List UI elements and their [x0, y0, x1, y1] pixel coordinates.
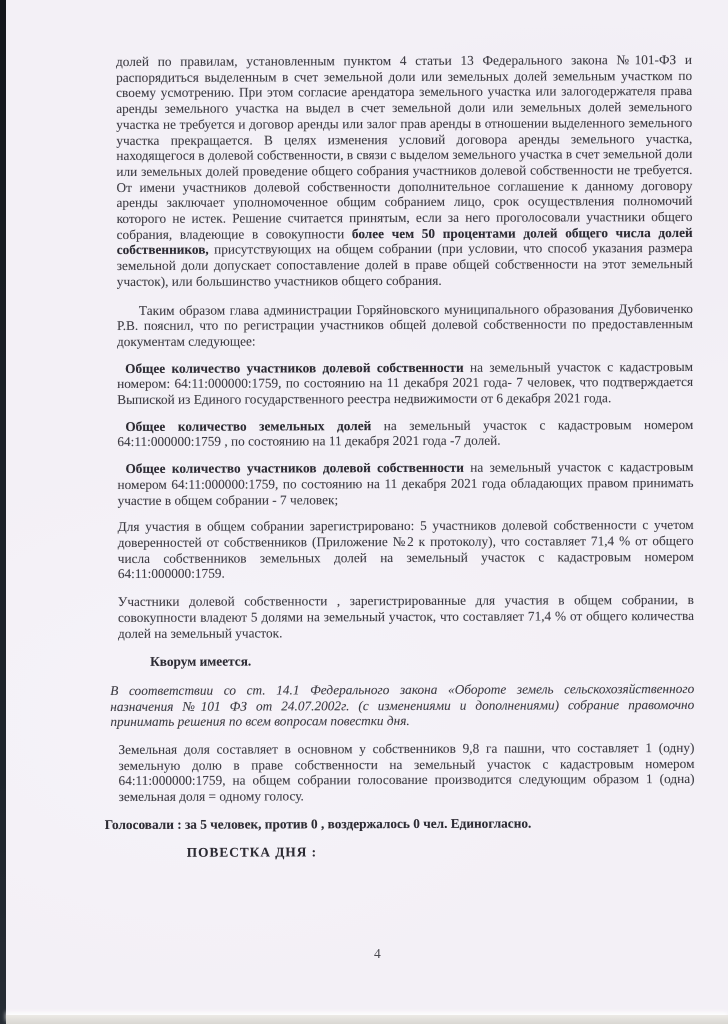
text-run: Таким образом глава администрации Горяйновского муниципального образования Дубовиченко Р.В. пояснил, что по регистрации участников общей долевой собственности по предоставленным документам следующее:	[116, 300, 693, 349]
text-run: Для участия в общем собрании зарегистрировано: 5 участников долевой собственности с учетом доверенностей от собственников (Приложение №2 к протоколу), что составляет 71,4 % от общего числа собственников земельных долей на земельный участок с кадастровым номером 64:11:000000:1759.	[117, 517, 694, 582]
para-agenda-heading	[187, 843, 695, 860]
text-run: Голосовали : за 5 человек, против 0 , воздержалось 0 чел. Единогласно.	[104, 815, 532, 832]
text-run: Общее количество участников долевой собственности	[125, 459, 464, 477]
text-run: Общее количество участников долевой собственности	[125, 359, 464, 376]
para-quorum	[150, 652, 694, 670]
text-run: Кворум имеется.	[150, 653, 252, 670]
text-run: В соответствии со ст. 14.1 Федерального закона «Обороте земель сельскохозяйственного назначения №101 ФЗ от 24.07.2002г. (с изменениями и дополнениями) собрание правомочно принимать решения по всем вопросам повестки дня.	[110, 680, 695, 730]
page-number: 4	[374, 946, 381, 961]
text-run: Общее количество земельных долей	[125, 417, 372, 434]
text-run: Участники долевой собственности , зарегистрированные для участия в общем собрании, в совокупности владеют 5 долями на земельный участок, что составляет 71,4 % от общего количества долей на земельный участок.	[117, 592, 694, 641]
scan-edge-bottom	[6, 1015, 728, 1024]
para-intro	[116, 52, 693, 290]
para-registered	[118, 517, 694, 582]
scan-edge-left	[0, 0, 6, 1024]
para-chairman-explanation	[117, 301, 693, 350]
text-run: на земельный участок с кадастровым номером 64:11:000000:1759, по состоянию на 11 декабря 2021 года обладающих правом принимать участие в общем собрании - 7 человек;	[117, 459, 694, 508]
para-voting	[105, 815, 695, 833]
para-total-shares	[117, 417, 693, 450]
text-run: на земельный участок с кадастровым номером 64:11:000000:1759 , по состоянию на 11 декабря 2021 года -7 долей.	[117, 416, 694, 450]
para-eligible-participants	[117, 459, 693, 508]
document-body	[104, 51, 695, 872]
text-run: ПОВЕСТКА ДНЯ :	[186, 843, 318, 860]
text-run: Земельная доля составляет в основном у собственников 9,8 га пашни, что составляет 1 (одну) земельную долю в праве собственности на земельный участок с кадастровым номером 64:11:000000:1759, на общем собрании голосование производится следующим образом 1 (одна) земельная доля = одному голосу.	[118, 740, 695, 805]
text-run: долей по правилам, установленным пунктом 4 статьи 13 Федерального закона №101-ФЗ и распорядиться выделенным в счет земельной доли или земельных долей земельным участком по своему усмотрению. При этом согласие арендатора земельного участка или залогодержателя права аренды земельного участка на выдел в счет земельной доли или земельных долей земельного участка не требуется и договор аренды или залог прав аренды в отношении выделенного земельного участка прекращается. В целях изменения условий договора аренды земельного участка, находящегося в долевой собственности, в связи с выделом земельного участка в счет земельной доли или земельных долей проведение общего собрания участников долевой собственности не требуется. От имени участников долевой собственности дополнительное соглашение к данному договору аренды заключает уполномоченное общим собранием лицо, срок осуществления полномочий которого не истек. Решение считается принятым, если за него проголосовали участники общего собрания, владеющие в совокупности	[116, 51, 693, 242]
text-run: на земельный участок с кадастровым номером: 64:11:000000:1759, по состоянию на 11 декабря 2021 года- 7 человек, что подтверждается Выпиской из Единого государственного реестра недвижимости от 6 декабря 2021 года.	[117, 358, 694, 408]
para-share-size	[118, 740, 694, 805]
text-run: более чем 50 процентами долей общего числа долей собственников,	[116, 224, 693, 258]
para-law-reference	[110, 681, 694, 730]
para-total-participants	[117, 359, 693, 408]
text-run: присутствующих на общем собрании (при условии, что способ указания размера земельной доли допускает сопоставление долей в праве общей собственности на этот земельный участок), или большинство участников общего собрания.	[116, 240, 693, 289]
para-registered-shares	[118, 592, 694, 641]
